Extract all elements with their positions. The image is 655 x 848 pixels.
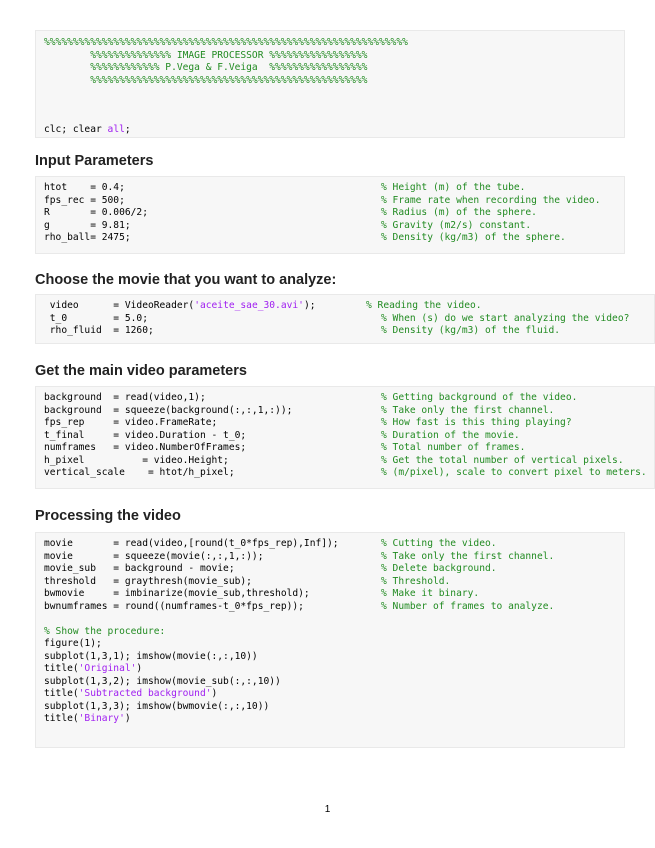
header-title-line: %%%%%%%%%%%%%% IMAGE PROCESSOR %%%%%%%%%%%%%%%%% [44, 49, 368, 61]
header-banner-line: %%%%%%%%%%%%%%%%%%%%%%%%%%%%%%%%%%%%%%%%%%%%%%%%%%%%%%%%%%%%%%% [44, 37, 408, 48]
show-procedure-comment: % Show the procedure: [44, 625, 166, 637]
code-line: threshold = graythresh(movie_sub); % Threshold. [44, 575, 451, 587]
code-line: subplot(1,3,3); imshow(bwmovie(:,:,10)) [44, 700, 270, 712]
section-heading-processing: Processing the video [35, 508, 181, 524]
section-heading-input-parameters: Input Parameters [35, 153, 154, 169]
code-line: htot = 0.4; % Height (m) of the tube. [44, 182, 526, 193]
code-line: background = squeeze(background(:,:,1,:)); % Take only the first channel. [44, 404, 555, 416]
code-line: video = VideoReader('aceite_sae_30.avi'); % Reading the video. [44, 300, 482, 311]
header-code-block [35, 30, 625, 138]
code-line: t_0 = 5.0; % When (s) do we start analyzing the video? [44, 312, 630, 324]
code-line: fps_rep = video.FrameRate; % How fast is this thing playing? [44, 417, 572, 428]
code-line: movie = read(video,[round(t_0*fps_rep),Inf]); % Cutting the video. [44, 538, 497, 549]
clc-line: clc; clear all; [44, 124, 131, 135]
code-line: movie_sub = background - movie; % Delete background. [44, 563, 497, 574]
header-authors-line: %%%%%%%%%%%% P.Vega & F.Veiga %%%%%%%%%%%%%%%%% [44, 62, 368, 73]
code-line: title('Subtracted background') [44, 688, 218, 699]
movie-code-block [35, 294, 655, 344]
code-line: numframes = video.NumberOfFrames; % Total number of frames. [44, 442, 526, 453]
input-parameters-code-block [35, 176, 625, 254]
code-line: bwnumframes = round((numframes-t_0*fps_rep)); % Number of frames to analyze. [44, 600, 555, 612]
code-line: fps_rec = 500; % Frame rate when recording the video. [44, 194, 601, 206]
code-line: movie = squeeze(movie(:,:,1,:)); % Take only the first channel. [44, 550, 555, 562]
processing-code-block [35, 532, 625, 748]
code-line: subplot(1,3,1); imshow(movie(:,:,10)) [44, 650, 258, 662]
code-line: rho_ball= 2475; % Density (kg/m3) of the sphere. [44, 232, 566, 243]
code-line: t_final = video.Duration - t_0; % Duration of the movie. [44, 429, 520, 441]
video-parameters-code-block [35, 386, 655, 489]
code-line: title('Original') [44, 663, 143, 674]
code-line: title('Binary') [44, 713, 131, 724]
code-line: subplot(1,3,2); imshow(movie_sub(:,:,10)) [44, 675, 281, 687]
code-line: g = 9.81; % Gravity (m2/s) constant. [44, 219, 532, 231]
code-line: background = read(video,1); % Getting background of the video. [44, 392, 578, 403]
code-line: h_pixel = video.Height; % Get the total number of vertical pixels. [44, 454, 624, 466]
code-line: figure(1); [44, 638, 102, 649]
all-keyword: all [107, 124, 125, 135]
section-heading-choose-movie: Choose the movie that you want to analyze: [35, 272, 337, 288]
section-heading-video-parameters: Get the main video parameters [35, 363, 247, 379]
header-banner-line: %%%%%%%%%%%%%%%%%%%%%%%%%%%%%%%%%%%%%%%%%%%%%%%% [44, 74, 368, 86]
page-number: 1 [324, 804, 331, 815]
code-line: rho_fluid = 1260; % Density (kg/m3) of the fluid. [44, 325, 561, 336]
code-line: bwmovie = imbinarize(movie_sub,threshold); % Make it binary. [44, 588, 480, 599]
code-line: vertical_scale = htot/h_pixel; % (m/pixel), scale to convert pixel to meters. [44, 467, 647, 478]
code-line: R = 0.006/2; % Radius (m) of the sphere. [44, 207, 537, 218]
